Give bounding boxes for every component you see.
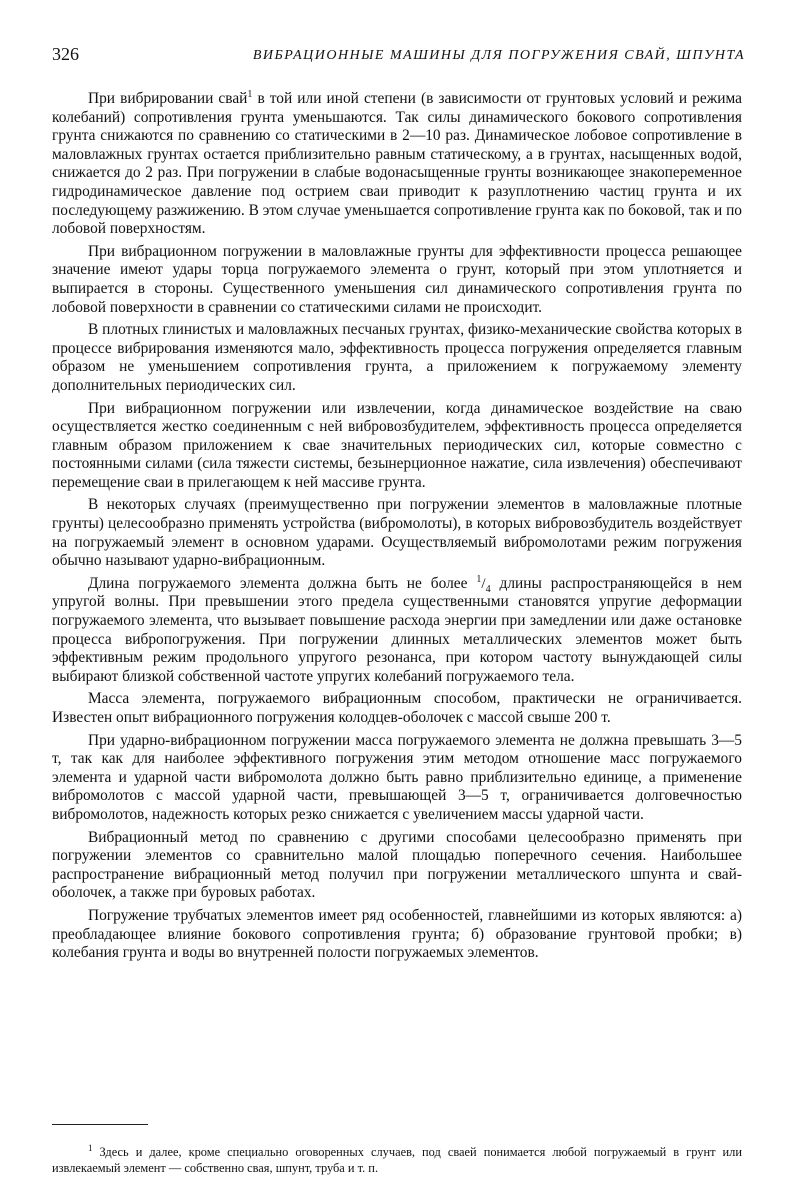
paragraph-1: При вибрировании свай$^1$ в той или иной степени (в зависимости от грунтовых условий и режима колебаний) сопротивления грунта уменьшаются. Так силы динамического бокового сопротивления грунта снижаются по сравнению со статическими в 2—10 раз. Динамическое лобовое сопротивление в маловлажных грунтах остается приблизительно равным статическому, а в грунтах, насыщенных водой, снижается до 2 раз. При погружении в слабые водонасыщенные грунты возникающее знакопеременное гидродинамическое давление под острием сваи приводит к разуплотнению частиц грунта и их последующему разжижению. В этом случае уменьшается сопротивление грунта как по боковой, так и по лобовой поверхностям. <box>52 88 742 238</box>
fraction-one-quarter: $^1/_4$ <box>476 573 491 595</box>
footnote-mark: 1 <box>88 1143 93 1153</box>
paragraph-7: Масса элемента, погружаемого вибрационным способом, практически не ограничивается. Известен опыт вибрационного погружения колодцев-оболочек с массой свыше 200 т. <box>52 690 742 726</box>
paragraph-3: В плотных глинистых и маловлажных песчаных грунтах, физико-механические свойства которых в процессе вибрирования изменяются мало, эффективность процесса погружения определяется главным образом не уменьшением сопротивления грунта, а приложением к погружаемому элементу дополнительных периодических сил. <box>52 321 742 394</box>
paragraph-6: Длина погружаемого элемента должна быть не более $^1/_4$ длины распространяющейся в нем упругой волны. При превышении этого предела существенными становятся упругие деформации погружаемого элемента, что вызывает повышение расхода энергии при замедлении или даже остановке процесса вибропогружения. При погружении длинных металлических элементов может быть эффективным режим продольного упругого резонанса, при котором частоту вынуждающей силы выбирают близкой собственной частоте упругих колебаний погружаемого тела. <box>52 573 742 685</box>
paragraph-8: При ударно-вибрационном погружении масса погружаемого элемента не должна превышать 3—5 т, так как для наиболее эффективного погружения этим методом отношение масс погружаемого элемента и ударной части вибромолота должно быть равно приблизительно единице, а применение вибромолотов с массой ударной части, превышающей 3—5 т, ограничивается долговечностью вибромолотов, надежность которых резко снижается с увеличением массы ударной части. <box>52 731 742 823</box>
page-number: 326 <box>52 44 79 64</box>
paragraph-5: В некоторых случаях (преимущественно при погружении элементов в маловлажные плотные грунты) целесообразно применять устройства (вибромолоты), в которых вибровозбудитель воздействует на погружаемый элемент в основном ударами. Осуществляемый вибромолотами режим погружения обычно называют ударно-вибрационным. <box>52 496 742 570</box>
main-text <box>52 90 742 967</box>
paragraph-2: При вибрационном погружении в маловлажные грунты для эффективности процесса решающее значение имеют удары торца погружаемого элемента о грунт, который при этом уплотняется и выпирается в стороны. Существенного уменьшения сил динамического сопротивления грунта по лобовой поверхности в сравнении со статическими силами не происходит. <box>52 242 742 316</box>
paragraph-4: При вибрационном погружении или извлечении, когда динамическое воздействие на сваю осуществляется жестко соединенным с ней вибровозбудителем, эффективность процесса определяется главным образом приложением к свае значительных периодических сил, которые совместно с постоянными силами (сила тяжести системы, безынерционное нажатие, сила извлечения) обеспечивают перемещение сваи в прилегающем к ней массиве грунта. <box>52 399 742 491</box>
footnote-ref: 1 <box>247 88 253 100</box>
paragraph-10: Погружение трубчатых элементов имеет ряд особенностей, главнейшими из которых являются: а) преобладающее влияние бокового сопротивления грунта; б) образование грунтовой пробки; в) колебания грунта и воды во внутренней полости погружаемых элементов. <box>52 906 742 962</box>
footnote: $^1$ Здесь и далее, кроме специально оговоренных случаев, под сваей понимается любой погружаемый в грунт или извлекаемый элемент — собственно свая, шпунт, труба и т. п. <box>52 1143 742 1176</box>
paragraph-9: Вибрационный метод по сравнению с другими способами целесообразно применять при погружении элементов со сравнительно малой площадью поперечного сечения. Наибольшее распространение вибрационный метод получил при погружении металлического шпунта и свай-оболочек, а также при буровых работах. <box>52 828 742 902</box>
footnote-divider <box>52 1124 148 1125</box>
page-header <box>52 44 745 74</box>
running-title: ВИБРАЦИОННЫЕ МАШИНЫ ДЛЯ ПОГРУЖЕНИЯ СВАЙ, ШПУНТА <box>252 48 745 63</box>
